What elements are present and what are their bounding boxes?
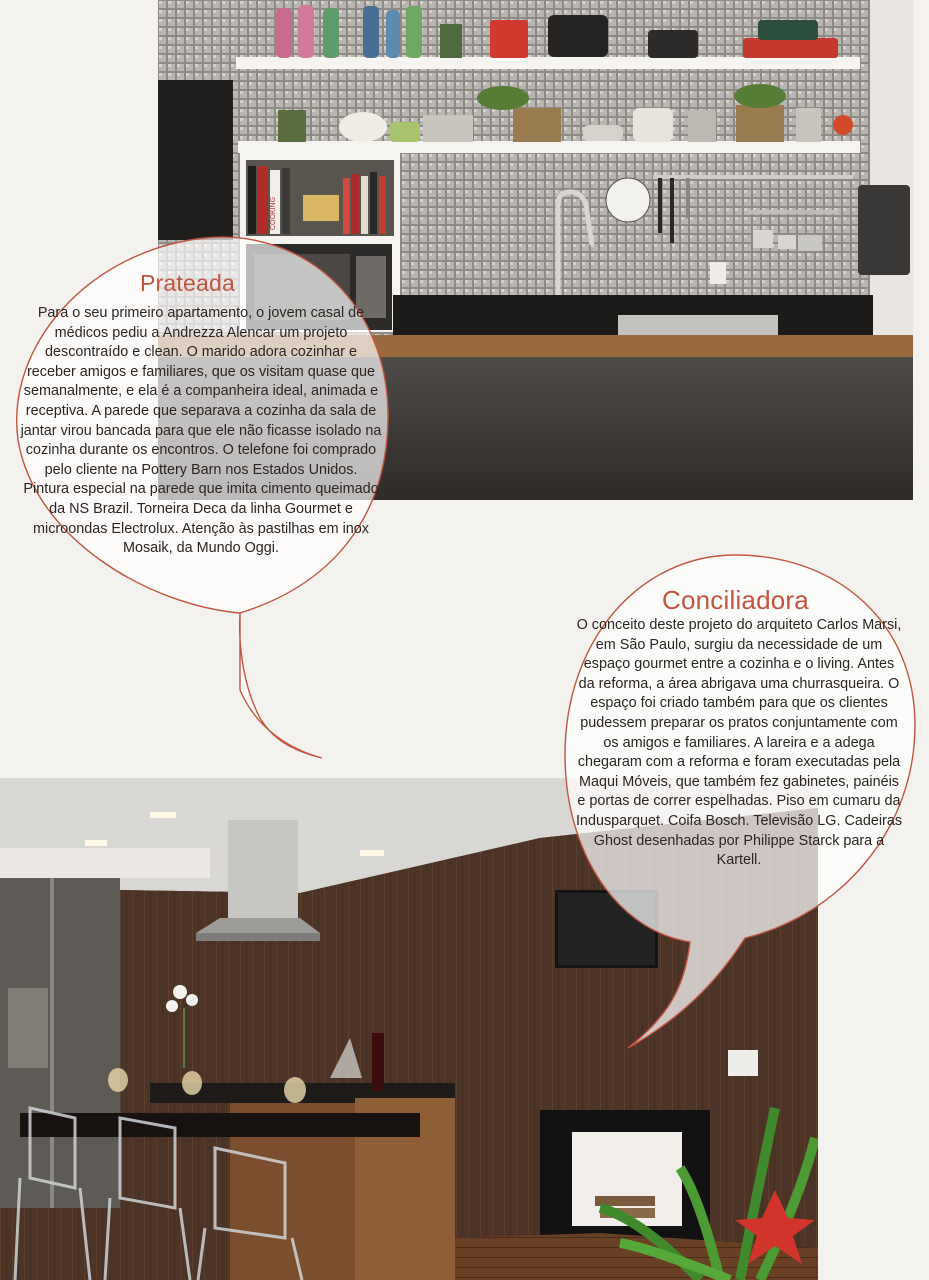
- cookbook-spine-label: COOKING: [270, 196, 277, 230]
- conciliadora-title: Conciliadora: [662, 585, 809, 615]
- prateada-body-text: Para o seu primeiro apartamento, o jovem casal de médicos pediu a Andrezza Alencar um projeto descontraído e clean. O marido adora cozinhar e receber amigos e familiares, que os visitam quase que semanalmente, e ela é a companheira ideal, animada e receptiva. A parede que separava a cozinha da sala de jantar virou bancada para que ele não ficasse isolado na cozinha durante os encontros. O telefone foi comprado pelo cliente na Pottery Barn nos Estados Unidos. Pintura especial na parede que imita cimento queimado da NS Brazil. Torneira Deca da linha Gourmet e microondas Electrolux. Atenção às pastilhas em inox Mosaik, da Mundo Oggi.: [20, 305, 382, 557]
- conciliadora-body-text: O conceito deste projeto do arquiteto Carlos Marsi, em São Paulo, surgiu da necessidade de um espaço gourmet entre a cozinha e o living. Antes da reforma, a área abrigava uma churrasqueira. O espaço foi criado também para que os clientes pudessem preparar os pratos conjuntamente com os amigos e familiares. A lareira e a adega chegaram com a reforma e foram executadas pela Maqui Móveis, que também fez gabinetes, painéis e portas de correr espelhadas. Piso em cumaru da Indusparquet. Coifa Bosch. Televisão LG. Cadeiras Ghost desenhadas por Philippe Starck para a Kartell.: [575, 617, 903, 869]
- prateada-title: Prateada: [140, 270, 235, 296]
